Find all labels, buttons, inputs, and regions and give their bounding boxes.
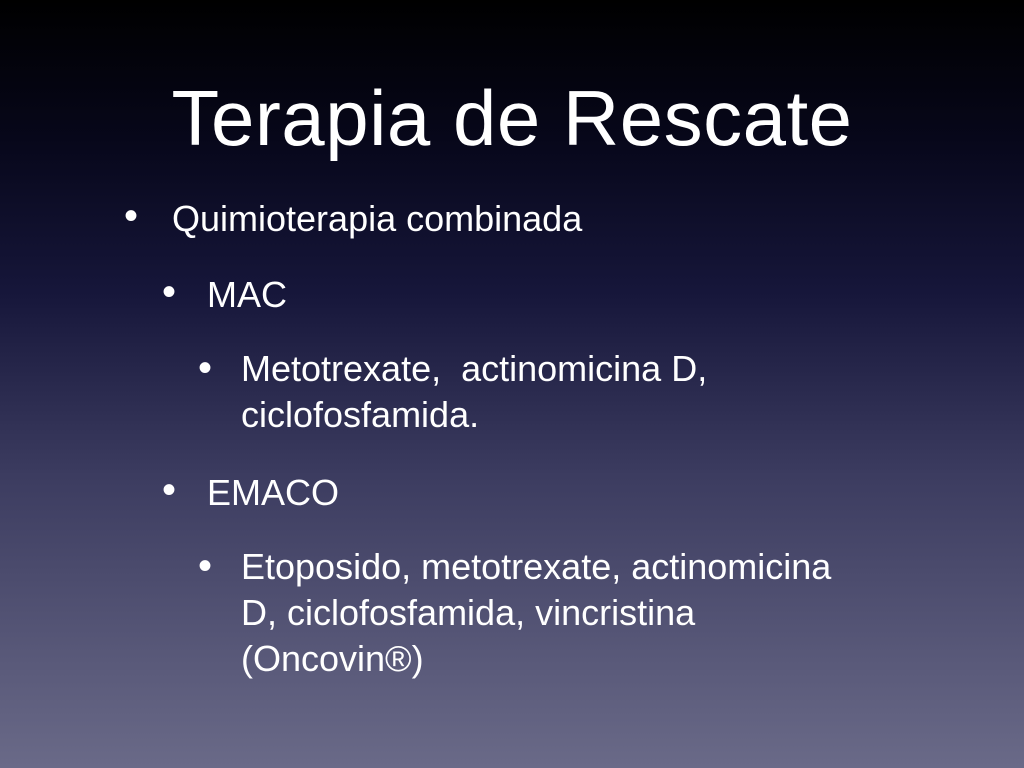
bullet-text: Quimioterapia combinada bbox=[172, 198, 583, 239]
bullet-item-emaco-drugs bbox=[198, 544, 861, 682]
bullet-text: MAC bbox=[207, 274, 287, 315]
bullet-icon: • bbox=[162, 468, 177, 512]
bullet-icon: • bbox=[198, 346, 213, 390]
bullet-text: Etoposido, metotrexate, actinomicina D, ciclofosfamida, vincristina (Oncovin®) bbox=[241, 546, 832, 679]
bullet-item-mac bbox=[162, 270, 287, 318]
bullet-icon: • bbox=[124, 194, 139, 238]
slide-title: Terapia de Rescate bbox=[171, 74, 853, 162]
bullet-text: Metotrexate, actinomicina D, ciclofosfamida. bbox=[241, 348, 718, 435]
bullet-item-mac-drugs bbox=[198, 346, 841, 438]
bullet-item-quimioterapia bbox=[124, 194, 583, 242]
bullet-item-emaco bbox=[162, 468, 340, 516]
bullet-icon: • bbox=[162, 270, 177, 314]
bullet-text: EMACO bbox=[207, 472, 340, 513]
bullet-icon: • bbox=[198, 544, 213, 588]
